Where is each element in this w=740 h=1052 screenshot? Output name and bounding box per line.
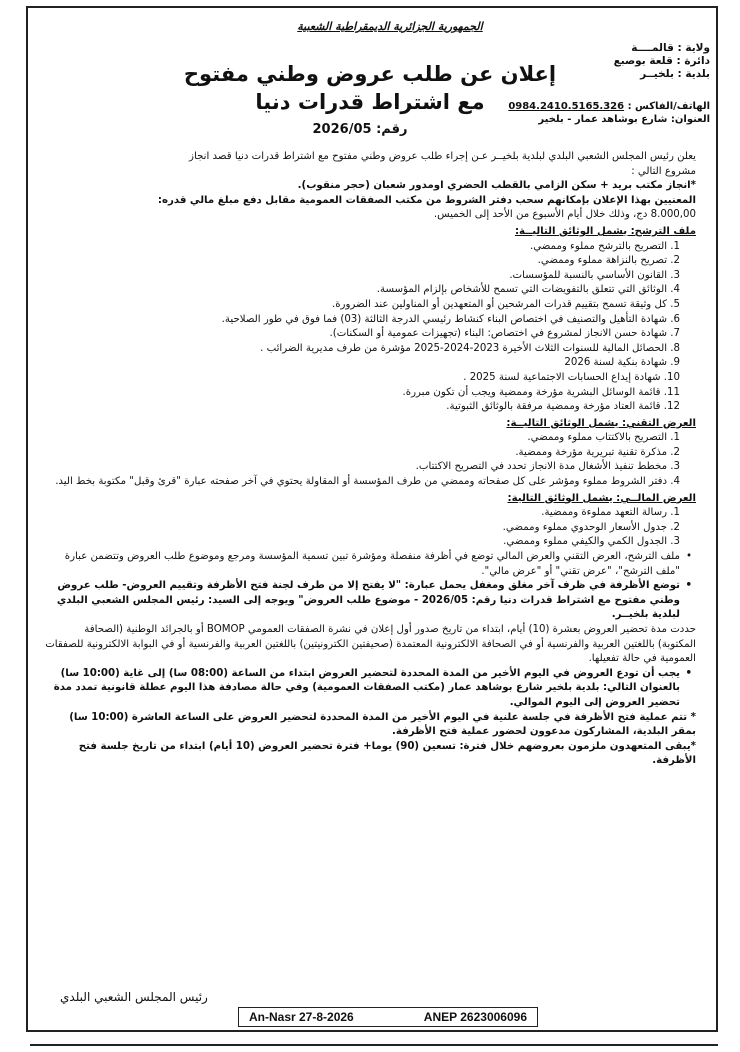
admin-line: ولاية : قالمــــة [631,42,710,54]
candidacy-item: 9. شهادة بنكية لسنة 2026 [564,357,680,369]
signature-line: رئيس المجلس الشعبي البلدي [60,990,208,1004]
ad-number: رقم: 2026/05 [312,122,408,137]
candidacy-item: 2. تصريح بالنزاهة مملوء وممضي. [537,255,680,267]
technical-item: 2. مذكرة تقنية تبريرية مؤرخة وممضية. [515,446,680,458]
ad-subtitle: مع اشتراط قدرات دنيا [255,90,485,114]
interest-line: المعنيين بهذا الإعلان بإمكانهم سحب دفتر الشروط من مكتب الصفقات العمومية مقابل دفع مبلغ مالي قدره: [157,194,696,206]
candidacy-heading: ملف الترشح: يشمل الوثائق التاليــة: [514,225,696,237]
ad-body [44,150,696,769]
candidacy-item: 12. قائمة العتاد مؤرخة وممضية مرفقة بالوثائق الثبوتية. [446,401,680,413]
technical-item: 1. التصريح بالاكتتاب مملوء وممضي. [527,432,680,444]
candidacy-item: 10. شهادة إيداع الحسابات الاجتماعية لسنة 2025 . [463,371,680,383]
candidacy-item: 5. كل وثيقة تسمح بتقييم قدرات المرشحين أو المتعهدين أو المناولين عند الضرورة. [331,298,680,310]
amount-line: 8.000,00 دج، وذلك خلال أيام الأسبوع من الأحد إلى الخميس. [433,209,696,221]
technical-item: 4. دفتر الشروط مملوء ومؤشر على كل صفحاته وممضي من طرف المؤسسة أو المقاولة يحتوي في آخر صفحته عبارة "قرئ وقبل" مكتوبة بخط اليد. [55,476,680,488]
bottom-divider [30,1044,718,1049]
intro-text: يعلن رئيس المجلس الشعبي البلدي لبلدية بلخيــر عـن إجراء طلب عروض وطني مفتوح مع اشتراط قدرات دنيا قصد انجاز [189,151,696,162]
ad-title: إعلان عن طلب عروض وطني مفتوح [183,62,557,86]
candidacy-item: 7. شهادة حسن الانجاز لمشروع في اختصاص: البناء (تجهيزات عمومية أو السكنات). [329,328,680,340]
newspaper-ref: An-Nasr 27-8-2026 [249,1010,354,1024]
admin-line: دائرة : قلعة بوصبع [613,55,710,67]
financial-heading: العرض المالــي: يشمل الوثائق التالية: [507,492,696,504]
project-line: *انجاز مكتب بريد + سكن الزامي بالقطب الحضري اومدور شعبان (حجر منقوب). [297,180,696,192]
financial-item: 1. رسالة التعهد مملوءة وممضية. [541,507,680,519]
publication-reference [238,1007,538,1027]
candidacy-item: 1. التصريح بالترشح مملوء وممضي. [529,240,680,252]
offer-validity: *يبقى المتعهدون ملزمون بعروضهم خلال فترة: تسعين (90) يوما+ فترة تحضير العروض (10 أيام) ابتداء من تاريخ جلسة فتح الأظرفة. [78,740,696,767]
preparation-period: حددت مدة تحضير العروض بعشرة (10) أيام، ابتداء من تاريخ صدور أول إعلان في نشرة الصفقات العمومي BOMOP أو بالجرائد الوطنية (الصحافة المكتوبة) باللغتين العربية والفرنسية أو في الصحافة الالكترونية المعتمدة (صحيفتين الكترونيتين) باللغتين العربية والفرنسية أو في البوابة الالكترونية للصفقات العمومية في حالة تفعيلها. [45,624,696,665]
financial-item: 2. جدول الأسعار الوحدوي مملوء وممضي. [502,521,680,533]
candidacy-item: 8. الحصائل المالية للسنوات الثلاث الأخيرة 2023-2024-2025 مؤشرة من طرف مديرية الضرائب . [260,342,680,354]
phone-value: 0984.2410.5165.326 [508,101,625,112]
technical-heading: العرض التقني: يشمل الوثائق التاليــة: [506,417,696,429]
address-line: العنوان: شارع بوشاهد عمار - بلخير [538,114,710,125]
envelope-instructions: • ملف الترشح، العرض التقني والعرض المالي توضع في أظرفة منفصلة ومؤشرة تبين تسمية المؤسسة ومرجع وموضوع طلب العروض وتتضمن عبارة "ملف الترشح"، "عرض تقني" أو "عرض مالي". [44,550,696,579]
candidacy-item: 4. الوثائق التي تتعلق بالتفويضات التي تسمح للأشخاص بإلزام المؤسسة. [376,284,680,296]
republic-heading: الجمهورية الجزائرية الديمقراطية الشعبية [297,20,483,33]
candidacy-item: 3. القانون الأساسي بالنسبة للمؤسسات. [509,269,680,281]
candidacy-item: 6. شهادة التأهيل والتصنيف في اختصاص البناء كنشاط رئيسي الدرجة الثالثة (03) فما فوق في طور الصلاحية. [221,313,680,325]
technical-item: 3. مخطط تنفيذ الأشغال مدة الانجاز تحدد في التصريح الاكتتاب. [415,461,680,473]
intro-text: مشروع التالي : [631,165,696,177]
outer-envelope-instructions: • توضع الأظرفة في ظرف آخر مغلق ومغفل يحمل عبارة: "لا يفتح إلا من طرف لجنة فتح الأظرفة وتقييم العروض- طلب عروض وطني مفتوح مع اشتراط قدرات دنيا رقم: 2026/05 - موضوع طلب العروض" ويوجه إلى السيد: رئيس المجلس الشعبي البلدي لبلدية بلخيــر. [44,579,696,623]
deposit-instructions: • يجب أن تودع العروض في اليوم الأخير من المدة المحددة لتحضير العروض ابتداء من الساعة (08:00 سا) إلى غاية (10:00 سا) بالعنوان التالي: بلدية بلخير شارع بوشاهد عمار (مكتب الصفقات العمومية) وفي حالة مصادفة هذا اليوم عطلة قانونية تمدد مدة تحضير العروض إلى اليوم الموالي. [44,667,696,711]
candidacy-item: 11. قائمة الوسائل البشرية مؤرخة وممضية ويجب أن تكون مبررة. [402,386,680,398]
phone-label: الهاتف/الفاكس : [627,101,710,112]
admin-line: بلدية : بلخيــر [640,68,710,80]
opening-session: * تتم عملية فتح الأظرفة في جلسة علنية في اليوم الأخير من المدة المحددة لتحضير العروض على الساعة العاشرة (10:00 سا) بمقر البلدية، المشاركون مدعوون لحضور عملية فتح الأظرفة. [69,711,696,738]
admin-block [560,42,710,81]
financial-item: 3. الجدول الكمي والكيفي مملوء وممضي. [503,536,680,548]
anep-ref: ANEP 2623006096 [423,1010,527,1024]
